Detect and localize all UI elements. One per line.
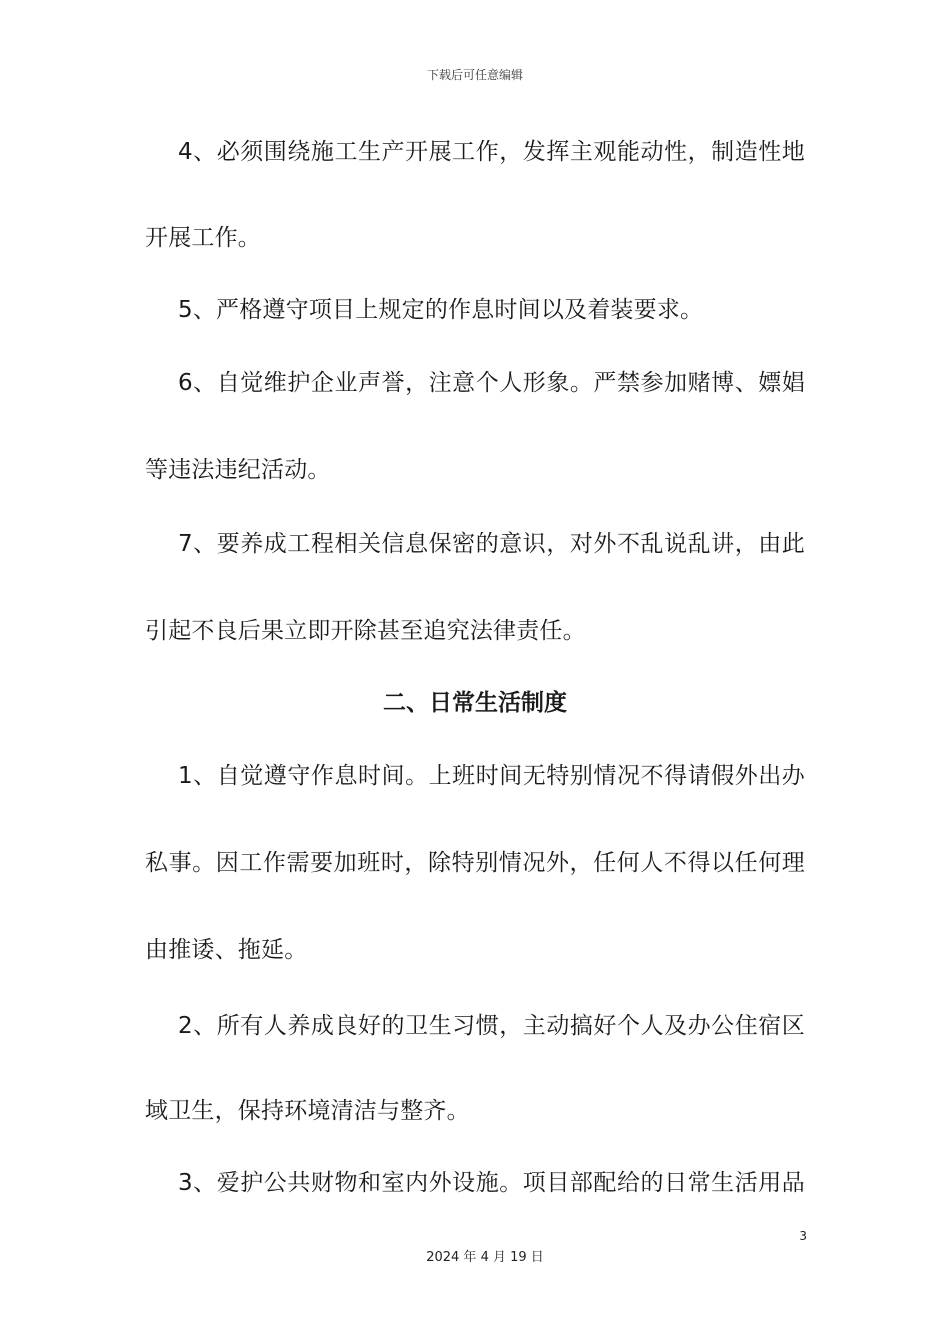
paragraph-line: 私事。因工作需要加班时，除特别情况外，任何人不得以任何理 — [145, 850, 805, 876]
paragraph-line: 等违法违纪活动。 — [145, 457, 331, 483]
page-number: 3 — [799, 1229, 807, 1243]
paragraph-line: 2、所有人养成良好的卫生习惯，主动搞好个人及办公住宿区 — [178, 1013, 805, 1039]
paragraph-line: 域卫生，保持环境清洁与整齐。 — [145, 1098, 470, 1124]
paragraph-line: 由推诿、拖延。 — [145, 937, 308, 963]
paragraph-line: 引起不良后果立即开除甚至追究法律责任。 — [145, 618, 586, 644]
paragraph-line: 1、自觉遵守作息时间。上班时间无特别情况不得请假外出办 — [178, 763, 805, 789]
footer-date: 2024 年 4 月 19 日 — [426, 1250, 544, 1265]
paragraph-line: 7、要养成工程相关信息保密的意识，对外不乱说乱讲，由此 — [178, 531, 805, 557]
paragraph-line: 开展工作。 — [145, 225, 261, 251]
header-note: 下载后可任意编辑 — [426, 68, 523, 82]
paragraph-line: 4、必须围绕施工生产开展工作，发挥主观能动性，制造性地 — [178, 139, 805, 165]
paragraph-line: 5、严格遵守项目上规定的作息时间以及着装要求。 — [178, 297, 704, 323]
section-heading: 二、日常生活制度 — [383, 690, 567, 716]
paragraph-line: 6、自觉维护企业声誉，注意个人形象。严禁参加赌博、嫖娼 — [178, 370, 805, 396]
paragraph-line: 3、爱护公共财物和室内外设施。项目部配给的日常生活用品 — [178, 1170, 805, 1196]
